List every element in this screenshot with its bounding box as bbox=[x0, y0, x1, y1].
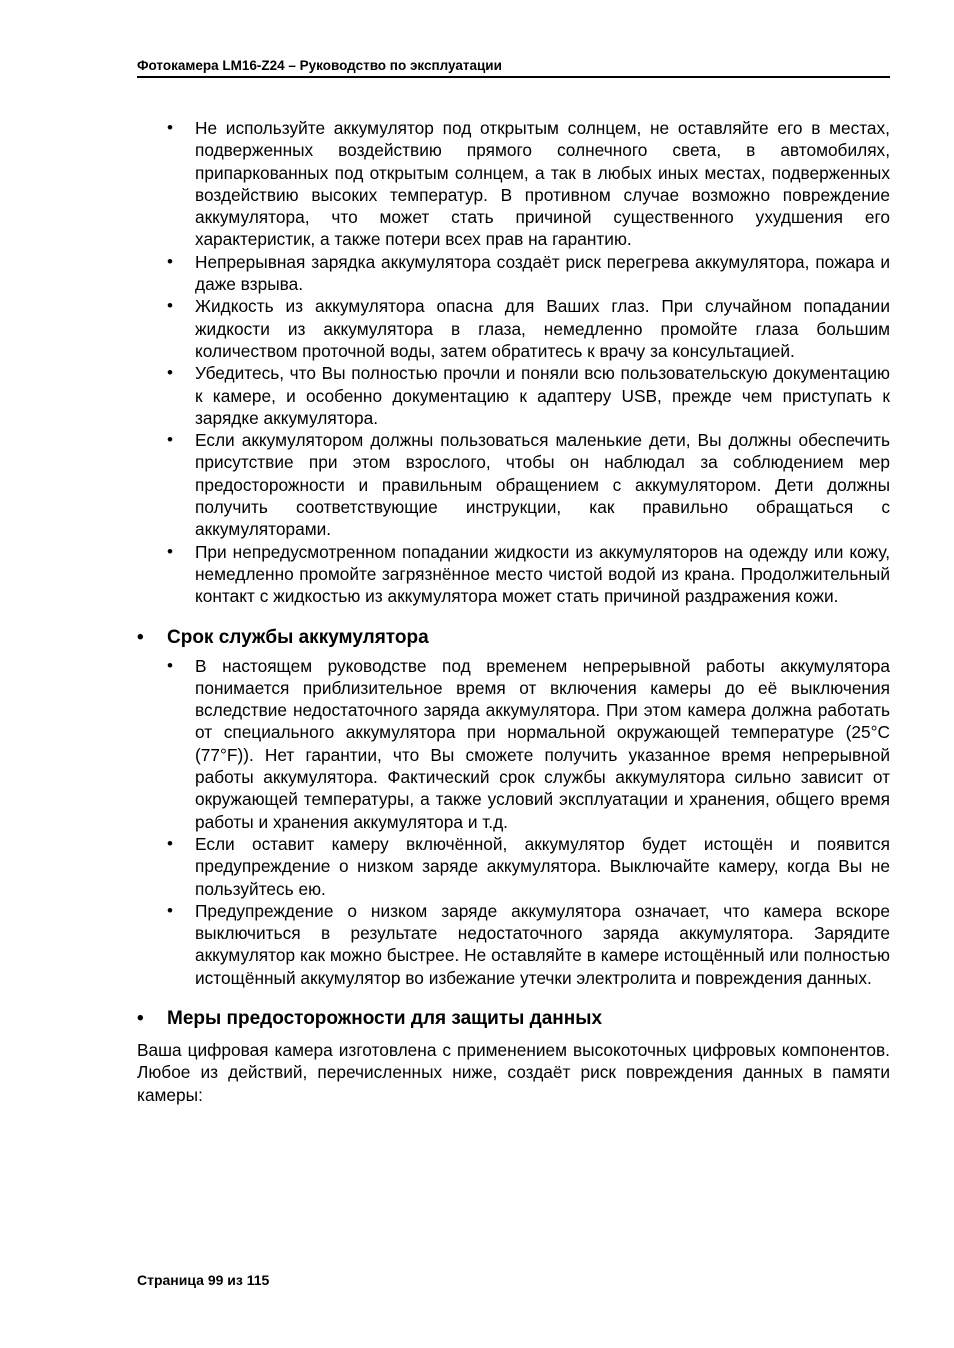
list-item: • Если аккумулятором должны пользоваться маленькие дети, Вы должны обеспечить присутствие при этом взрослого, чтобы он наблюдал за соблюдением мер предосторожности и правильным обращением с аккумулятором. Дети должны получить соответствующие инструкции, как правильно обращаться с аккумуляторами. bbox=[137, 429, 890, 540]
list-item: • Непрерывная зарядка аккумулятора создаёт риск перегрева аккумулятора, пожара и даже взрыва. bbox=[137, 251, 890, 296]
body-paragraph: Ваша цифровая камера изготовлена с применением высокоточных цифровых компонентов. Любое из действий, перечисленных ниже, создаёт риск повреждения данных в памяти камеры: bbox=[137, 1039, 890, 1105]
battery-life-list bbox=[137, 655, 890, 989]
page-number: Страница 99 из 115 bbox=[137, 1272, 270, 1288]
list-item: • При непредусмотренном попадании жидкости из аккумуляторов на одежду или кожу, немедленно промойте загрязнённое место чистой водой из крана. Продолжительный контакт с жидкостью из аккумулятора может стать причиной раздражения кожи. bbox=[137, 541, 890, 608]
page-header: Фотокамера LM16-Z24 – Руководство по эксплуатации bbox=[137, 57, 890, 78]
battery-precautions-list bbox=[137, 117, 890, 608]
list-item: • Убедитесь, что Вы полностью прочли и поняли всю пользовательскую документацию к камере, и особенно документацию к адаптеру USB, прежде чем приступать к зарядке аккумулятора. bbox=[137, 362, 890, 429]
page-content bbox=[137, 117, 890, 1106]
list-item: • Если оставит камеру включённой, аккумулятор будет истощён и появится предупреждение о низком заряде аккумулятора. Выключайте камеру, когда Вы не пользуйтесь ею. bbox=[137, 833, 890, 900]
list-item: • Предупреждение о низком заряде аккумулятора означает, что камера вскоре выключиться в результате недостаточного заряда аккумулятора. Зарядите аккумулятор как можно быстрее. Не оставляйте в камере истощённый или полностью истощённый аккумулятор во избежание утечки электролита и повреждения данных. bbox=[137, 900, 890, 989]
section-heading-battery-life: • Срок службы аккумулятора bbox=[137, 626, 890, 650]
list-item: • Не используйте аккумулятор под открытым солнцем, не оставляйте его в местах, подверженных воздействию прямого солнечного света, в автомобилях, припаркованных под открытым солнцем, а так в любых иных местах, подверженных воздействию высоких температур. В противном случае возможно повреждение аккумулятора, что может стать причиной существенного ухудшения его характеристик, а также потери всех прав на гарантию. bbox=[137, 117, 890, 251]
list-item: • В настоящем руководстве под временем непрерывной работы аккумулятора понимается приблизительное время от включения камеры до её выключения вследствие недостаточного заряда аккумулятора. При этом камера должна работать от специального аккумулятора при нормальной окружающей температуре (25°C (77°F)). Нет гарантии, что Вы сможете получить указанное время непрерывной работы аккумулятора. Фактический срок службы аккумулятора сильно зависит от окружающей температуры, а также условий эксплуатации и хранения, общего время работы и хранения аккумулятора и т.д. bbox=[137, 655, 890, 833]
section-heading-data-protection: • Меры предосторожности для защиты данных bbox=[137, 1007, 890, 1031]
list-item: • Жидкость из аккумулятора опасна для Ваших глаз. При случайном попадании жидкости из аккумулятора в глаза, немедленно промойте глаза большим количеством проточной воды, затем обратитесь к врачу за консультацией. bbox=[137, 295, 890, 362]
